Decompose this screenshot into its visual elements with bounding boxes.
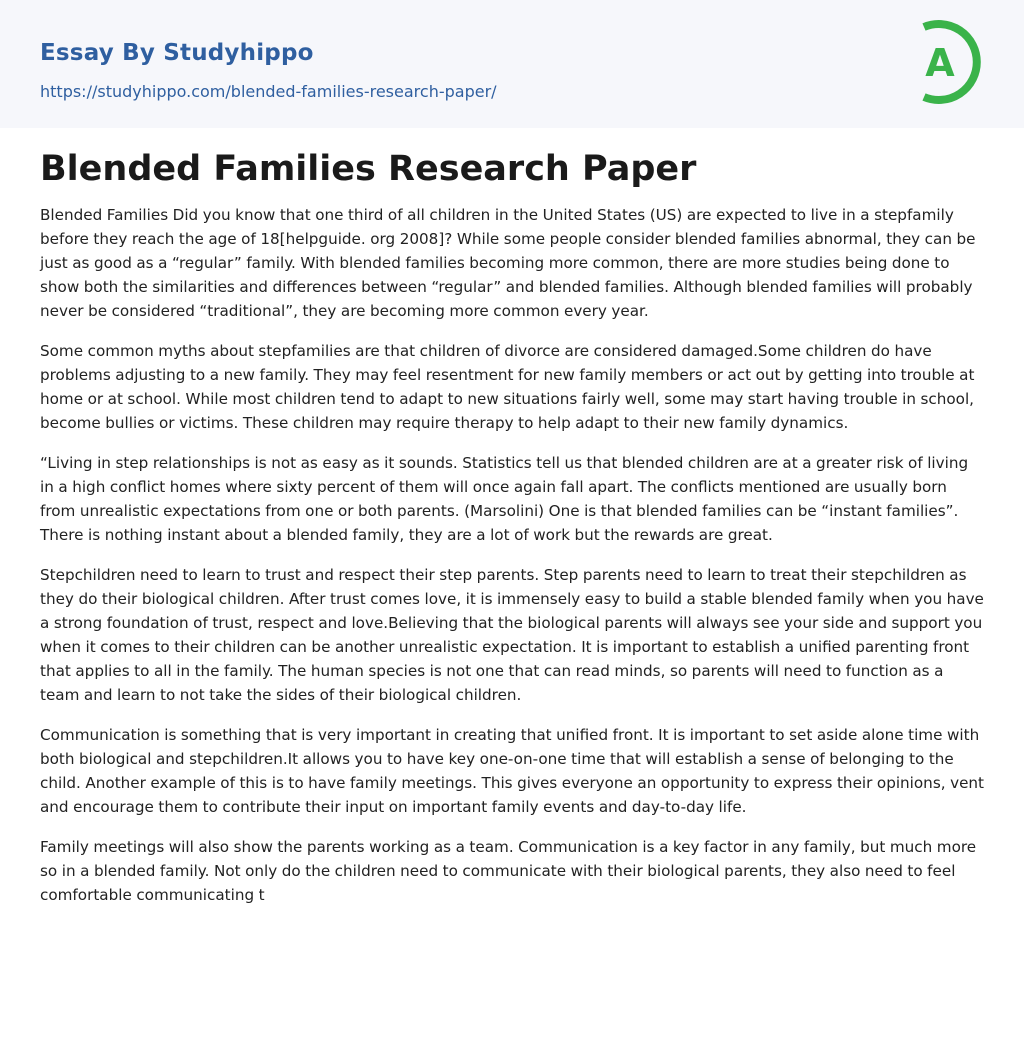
article [0,128,1024,907]
paragraph-2: Some common myths about stepfamilies are that children of divorce are considered damaged.Some children do have problems adjusting to a new family. They may feel resentment for new family members or act out by getting into trouble at home or at school. While most children tend to adapt to new situations fairly well, some may start having trouble in school, become bullies or victims. These children may require therapy to help adapt to their new family dynamics. [40,342,975,432]
paragraph-3: “Living in step relationships is not as easy as it sounds. Statistics tell us that blended children are at a greater risk of living in a high conflict homes where sixty percent of them will once again fall apart. The conflicts mentioned are usually born from unrealistic expectations from one or both parents. (Marsolini) One is that blended families can be “instant families”. There is nothing instant about a blended family, they are a lot of work but the rewards are great. [40,454,969,544]
paragraph-4: Stepchildren need to learn to trust and respect their step parents. Step parents need to learn to treat their stepchildren as they do their biological children. After trust comes love, it is immensely easy to build a stable blended family when you have a strong foundation of trust, respect and love.Believing that the biological parents will always see your side and support you when it comes to their children can be another unrealistic expectation. It is important to establish a unified parenting front that applies to all in the family. The human species is not one that can read minds, so parents will need to function as a team and learn to not take the sides of their biological children. [40,566,984,704]
page-title: Blended Families Research Paper [40,149,697,189]
paragraph-1: Blended Families Did you know that one third of all children in the United States (US) are expected to live in a stepfamily before they reach the age of 18[helpguide. org 2008]? While some people consider blended families abnormal, they can be just as good as a “regular” family. With blended families becoming more common, there are more studies being done to show both the similarities and differences between “regular” and blended families. Although blended families will probably never be considered “traditional”, they are becoming more common every year. [40,206,976,320]
source-url-link[interactable]: https://studyhippo.com/blended-families-research-paper/ [40,82,497,101]
paragraph-5: Communication is something that is very important in creating that unified front. It is important to set aside alone time with both biological and stepchildren.It allows you to have key one-on-one time that will establish a sense of belonging to the child. Another example of this is to have family meetings. This gives everyone an opportunity to express their opinions, vent and encourage them to contribute their input on important family events and day-to-day life. [40,726,984,816]
logo-letter: A [925,41,955,85]
paragraph-6: Family meetings will also show the parents working as a team. Communication is a key factor in any family, but much more so in a blended family. Not only do the children need to communicate with their biological parents, they also need to feel comfortable communicating t [40,838,977,904]
brand-title: Essay By Studyhippo [40,40,314,66]
site-header [0,0,1024,128]
studyhippo-logo-icon[interactable] [908,18,988,106]
